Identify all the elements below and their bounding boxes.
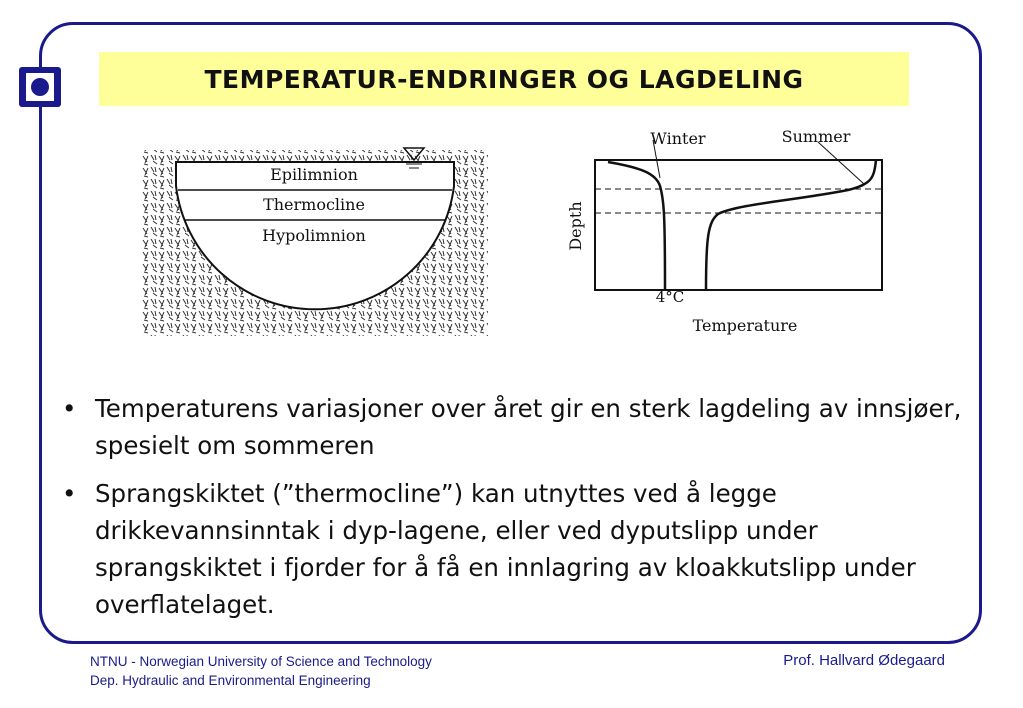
bullet-text: Sprangskiktet (”thermocline”) kan utnyttes ved å legge drikkevannsinntak i dyp-lagene, eller ved dyputslipp under sprangskiktet i fjorder for å få en innlagring av kloakkutslipp under overflatelaget. — [95, 479, 916, 619]
hypolimnion-label: Hypolimnion — [262, 226, 366, 245]
bullet-text: Temperaturens variasjoner over året gir en sterk lagdeling av innsjøer, spesielt om sommeren — [95, 394, 962, 460]
footer-line-2: Dep. Hydraulic and Environmental Engineering — [90, 673, 371, 688]
temperature-profile-figure — [548, 118, 888, 358]
lake-stratification-figure — [142, 142, 488, 338]
bullet-item — [62, 475, 972, 623]
winter-label: Winter — [650, 129, 706, 148]
bullet-marker: • — [62, 394, 77, 423]
epilimnion-label: Epilimnion — [270, 165, 358, 184]
bullet-list — [62, 390, 972, 634]
bullet-marker: • — [62, 479, 77, 508]
slide-title: TEMPERATUR-ENDRINGER OG LAGDELING — [204, 64, 804, 94]
summer-label: Summer — [781, 127, 851, 146]
thermocline-label: Thermocline — [263, 195, 365, 214]
four-c-label: 4°C — [655, 288, 685, 306]
depth-label: Depth — [566, 201, 585, 251]
temperature-label: Temperature — [692, 316, 798, 335]
title-banner — [99, 52, 909, 106]
winter-curve — [608, 162, 665, 290]
footer-author: Prof. Hallvard Ødegaard — [783, 652, 945, 669]
bullet-item — [62, 390, 972, 464]
ntnu-logo — [18, 66, 62, 108]
summer-curve — [706, 160, 876, 290]
footer-institution — [90, 652, 432, 690]
footer-line-1: NTNU - Norwegian University of Science and Technology — [90, 654, 432, 669]
